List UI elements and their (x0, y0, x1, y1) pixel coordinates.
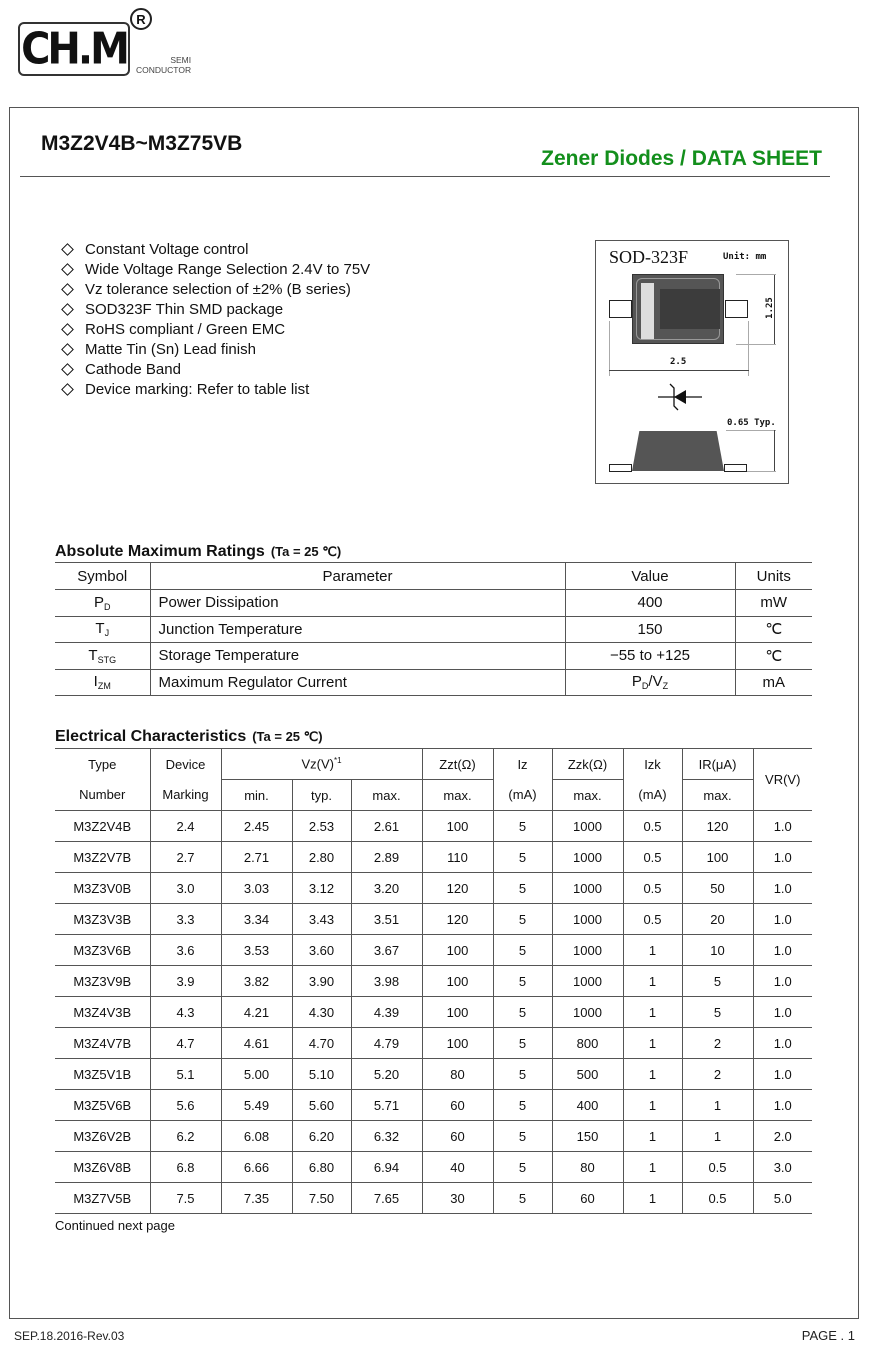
table-row (55, 1152, 812, 1183)
elec-table-body (55, 811, 812, 1214)
izk-cell: 1 (623, 1152, 682, 1183)
value-cell: 150 (565, 616, 735, 643)
ir-max-cell: 50 (682, 873, 753, 904)
device-marking-cell: 6.2 (150, 1121, 221, 1152)
parameter-cell: Junction Temperature (150, 616, 565, 643)
dim-ext-line (609, 321, 610, 376)
parameter-cell: Power Dissipation (150, 590, 565, 617)
vz-min-cell: 5.49 (221, 1090, 292, 1121)
type-number-cell: M3Z3V6B (55, 935, 150, 966)
table-row (55, 1183, 812, 1214)
feature-text: Constant Voltage control (85, 240, 249, 258)
vz-max-cell: 2.61 (351, 811, 422, 842)
device-marking-cell: 5.6 (150, 1090, 221, 1121)
col-header-iz: Iz (493, 749, 552, 780)
diamond-bullet-icon (61, 263, 74, 276)
izk-cell: 0.5 (623, 904, 682, 935)
symbol-main: I (93, 673, 98, 691)
zzt-max-cell: 100 (422, 997, 493, 1028)
symbol-sub: ZM (97, 681, 111, 692)
ir-max-cell: 2 (682, 1028, 753, 1059)
device-marking-cell: 3.0 (150, 873, 221, 904)
table-row (55, 966, 812, 997)
vr-cell: 1.0 (753, 966, 812, 997)
type-number-cell: M3Z5V6B (55, 1090, 150, 1121)
vz-min-cell: 3.82 (221, 966, 292, 997)
izk-cell: 1 (623, 1059, 682, 1090)
symbol-sub: D (104, 601, 111, 612)
device-marking-cell: 2.7 (150, 842, 221, 873)
iz-cell: 5 (493, 1183, 552, 1214)
dim-width-label: 2.5 (670, 357, 687, 367)
ir-max-cell: 1 (682, 1090, 753, 1121)
izk-cell: 0.5 (623, 873, 682, 904)
zzk-max-cell: 80 (552, 1152, 623, 1183)
table-row (55, 669, 812, 696)
ir-max-cell: 0.5 (682, 1183, 753, 1214)
type-number-cell: M3Z6V8B (55, 1152, 150, 1183)
vz-max-cell: 3.51 (351, 904, 422, 935)
vz-max-cell: 5.71 (351, 1090, 422, 1121)
col-header-symbol: Symbol (55, 563, 150, 590)
table-row (55, 873, 812, 904)
logo-subtitle-line1: SEMI (170, 55, 192, 65)
feature-text: RoHS compliant / Green EMC (85, 320, 286, 338)
elec-condition: (Ta = 25 ℃) (252, 729, 323, 744)
elec-table (55, 748, 812, 1214)
diamond-bullet-icon (61, 283, 74, 296)
units-cell: mW (735, 590, 812, 617)
ir-max-cell: 5 (682, 997, 753, 1028)
vz-typ-cell: 5.60 (292, 1090, 351, 1121)
vz-min-cell: 5.00 (221, 1059, 292, 1090)
device-marking-cell: 7.5 (150, 1183, 221, 1214)
units-cell: ℃ (735, 616, 812, 643)
col-subheader-max: max. (351, 780, 422, 811)
iz-cell: 5 (493, 935, 552, 966)
ir-max-cell: 120 (682, 811, 753, 842)
col-subheader-zzt-max: max. (422, 780, 493, 811)
ir-max-cell: 2 (682, 1059, 753, 1090)
continued-note: Continued next page (55, 1218, 175, 1233)
parameter-cell: Maximum Regulator Current (150, 669, 565, 696)
diamond-bullet-icon (61, 323, 74, 336)
izk-cell: 1 (623, 935, 682, 966)
iz-cell: 5 (493, 873, 552, 904)
lead-pad-right (725, 300, 748, 318)
zzk-max-cell: 400 (552, 1090, 623, 1121)
zzk-max-cell: 60 (552, 1183, 623, 1214)
col-subheader-zzk-max: max. (552, 780, 623, 811)
vr-cell: 1.0 (753, 1059, 812, 1090)
package-drawing (595, 240, 789, 484)
vz-min-cell: 3.53 (221, 935, 292, 966)
zzk-max-cell: 1000 (552, 966, 623, 997)
vz-min-cell: 6.66 (221, 1152, 292, 1183)
zzt-max-cell: 110 (422, 842, 493, 873)
feature-item (60, 359, 370, 379)
izk-cell: 1 (623, 966, 682, 997)
zzt-max-cell: 120 (422, 873, 493, 904)
marking-area (660, 289, 720, 329)
vz-typ-cell: 6.20 (292, 1121, 351, 1152)
feature-item (60, 319, 370, 339)
col-subheader-typ: typ. (292, 780, 351, 811)
vz-typ-cell: 2.53 (292, 811, 351, 842)
dim-line-thickness (774, 430, 775, 472)
symbol-cell (55, 643, 150, 670)
ir-max-cell: 0.5 (682, 1152, 753, 1183)
col-subheader-min: min. (221, 780, 292, 811)
dim-ext-line (746, 471, 776, 472)
vz-max-cell: 6.32 (351, 1121, 422, 1152)
device-marking-cell: 3.3 (150, 904, 221, 935)
dim-height-label: 1.25 (764, 297, 775, 319)
symbol-sub: STG (97, 654, 117, 665)
ir-max-cell: 10 (682, 935, 753, 966)
header-divider (20, 176, 830, 177)
vz-max-cell: 3.98 (351, 966, 422, 997)
value-cell (565, 669, 735, 696)
vr-cell: 5.0 (753, 1183, 812, 1214)
zzt-max-cell: 30 (422, 1183, 493, 1214)
feature-item (60, 239, 370, 259)
zzk-max-cell: 800 (552, 1028, 623, 1059)
units-cell: mA (735, 669, 812, 696)
vz-typ-cell: 3.60 (292, 935, 351, 966)
zzt-max-cell: 40 (422, 1152, 493, 1183)
vz-footnote: *1 (333, 756, 342, 766)
vz-max-cell: 3.20 (351, 873, 422, 904)
table-row (55, 997, 812, 1028)
izk-cell: 1 (623, 1028, 682, 1059)
type-number-cell: M3Z2V7B (55, 842, 150, 873)
lead-side-right (724, 464, 747, 472)
vr-cell: 1.0 (753, 997, 812, 1028)
table-header-row (55, 749, 812, 780)
vz-min-cell: 4.21 (221, 997, 292, 1028)
cathode-band (641, 283, 654, 339)
iz-cell: 5 (493, 842, 552, 873)
company-logo (18, 22, 130, 76)
col-header-parameter: Parameter (150, 563, 565, 590)
iz-cell: 5 (493, 1121, 552, 1152)
ir-max-cell: 1 (682, 1121, 753, 1152)
iz-cell: 5 (493, 1059, 552, 1090)
feature-item (60, 299, 370, 319)
dim-ext-line (748, 321, 749, 376)
vz-typ-cell: 6.80 (292, 1152, 351, 1183)
col-header-type: Type (55, 749, 150, 780)
lead-pad-left (609, 300, 632, 318)
col-header-ir: IR(μA) (682, 749, 753, 780)
table-row (55, 1059, 812, 1090)
features-list (60, 239, 370, 399)
table-row (55, 643, 812, 670)
izk-cell: 0.5 (623, 811, 682, 842)
col-header-zzt: Zzt(Ω) (422, 749, 493, 780)
ir-max-cell: 100 (682, 842, 753, 873)
table-header-row (55, 563, 812, 590)
feature-text: Wide Voltage Range Selection 2.4V to 75V (85, 260, 371, 278)
feature-item (60, 279, 370, 299)
device-marking-cell: 3.9 (150, 966, 221, 997)
zzk-max-cell: 1000 (552, 842, 623, 873)
vz-min-cell: 7.35 (221, 1183, 292, 1214)
abs-max-table (55, 562, 812, 696)
symbol-cell (55, 590, 150, 617)
iz-cell: 5 (493, 904, 552, 935)
vz-min-cell: 3.03 (221, 873, 292, 904)
vz-typ-cell: 2.80 (292, 842, 351, 873)
vz-min-cell: 2.45 (221, 811, 292, 842)
vz-max-cell: 4.79 (351, 1028, 422, 1059)
package-unit: Unit: mm (723, 252, 767, 262)
logo-brand-text: CH.M (21, 23, 127, 75)
table-row (55, 1121, 812, 1152)
vr-cell: 1.0 (753, 873, 812, 904)
abs-max-title (55, 543, 341, 561)
col-header-vz (221, 749, 422, 780)
vr-cell: 1.0 (753, 935, 812, 966)
izk-cell: 1 (623, 1183, 682, 1214)
table-row (55, 904, 812, 935)
parameter-cell: Storage Temperature (150, 643, 565, 670)
elec-title (55, 728, 323, 746)
abs-max-condition: (Ta = 25 ℃) (270, 544, 342, 559)
vz-typ-cell: 4.70 (292, 1028, 351, 1059)
dim-thickness-label: 0.65 Typ. (727, 418, 776, 428)
type-number-cell: M3Z3V0B (55, 873, 150, 904)
col-subheader-ir-max: max. (682, 780, 753, 811)
sheet-title: Zener Diodes / DATA SHEET (541, 147, 822, 170)
units-cell: ℃ (735, 643, 812, 670)
value-part: /V (648, 673, 663, 691)
table-row (55, 1028, 812, 1059)
feature-text: Device marking: Refer to table list (85, 380, 310, 398)
type-number-cell: M3Z5V1B (55, 1059, 150, 1090)
symbol-main: P (93, 593, 104, 611)
table-row (55, 811, 812, 842)
zzt-max-cell: 100 (422, 966, 493, 997)
device-marking-cell: 5.1 (150, 1059, 221, 1090)
diamond-bullet-icon (61, 343, 74, 356)
feature-item (60, 259, 370, 279)
package-body-side-view (632, 431, 724, 471)
iz-cell: 5 (493, 966, 552, 997)
col-subheader-number: Number (55, 780, 150, 811)
vr-cell: 1.0 (753, 811, 812, 842)
zzk-max-cell: 150 (552, 1121, 623, 1152)
vz-max-cell: 7.65 (351, 1183, 422, 1214)
col-header-value: Value (565, 563, 735, 590)
zzk-max-cell: 1000 (552, 935, 623, 966)
vz-typ-cell: 7.50 (292, 1183, 351, 1214)
diamond-bullet-icon (61, 363, 74, 376)
value-sub: D (641, 681, 649, 692)
vz-typ-cell: 3.43 (292, 904, 351, 935)
zzk-max-cell: 1000 (552, 811, 623, 842)
feature-item (60, 379, 370, 399)
logo-subtitle-line2: CONDUCTOR (136, 65, 192, 75)
vz-max-cell: 4.39 (351, 997, 422, 1028)
symbol-cell (55, 616, 150, 643)
feature-text: SOD323F Thin SMD package (85, 300, 284, 318)
type-number-cell: M3Z4V7B (55, 1028, 150, 1059)
vz-min-cell: 3.34 (221, 904, 292, 935)
value-cell: −55 to +125 (565, 643, 735, 670)
vz-min-cell: 4.61 (221, 1028, 292, 1059)
vz-max-cell: 3.67 (351, 935, 422, 966)
zzt-max-cell: 100 (422, 811, 493, 842)
lead-side-left (609, 464, 632, 472)
vr-cell: 2.0 (753, 1121, 812, 1152)
vz-typ-cell: 5.10 (292, 1059, 351, 1090)
zzt-max-cell: 60 (422, 1121, 493, 1152)
dim-line-width (609, 370, 749, 371)
type-number-cell: M3Z4V3B (55, 997, 150, 1028)
izk-cell: 0.5 (623, 842, 682, 873)
zzk-max-cell: 1000 (552, 873, 623, 904)
package-body-top-view (632, 274, 724, 344)
vz-min-cell: 2.71 (221, 842, 292, 873)
feature-text: Matte Tin (Sn) Lead finish (85, 340, 256, 358)
zzk-max-cell: 1000 (552, 904, 623, 935)
iz-cell: 5 (493, 997, 552, 1028)
device-marking-cell: 2.4 (150, 811, 221, 842)
iz-cell: 5 (493, 811, 552, 842)
table-row (55, 590, 812, 617)
feature-text: Cathode Band (85, 360, 181, 378)
logo-subtitle (136, 55, 191, 75)
type-number-cell: M3Z3V9B (55, 966, 150, 997)
vz-typ-cell: 4.30 (292, 997, 351, 1028)
feature-item (60, 339, 370, 359)
iz-cell: 5 (493, 1090, 552, 1121)
type-number-cell: M3Z6V2B (55, 1121, 150, 1152)
table-row (55, 616, 812, 643)
footer-revision: SEP.18.2016-Rev.03 (14, 1329, 125, 1343)
dim-ext-line (726, 430, 776, 431)
zzt-max-cell: 80 (422, 1059, 493, 1090)
vz-max-cell: 5.20 (351, 1059, 422, 1090)
table-row (55, 842, 812, 873)
izk-cell: 1 (623, 1090, 682, 1121)
product-title: M3Z2V4B~M3Z75VB (41, 132, 243, 155)
ir-max-cell: 5 (682, 966, 753, 997)
type-number-cell: M3Z2V4B (55, 811, 150, 842)
zzt-max-cell: 100 (422, 1028, 493, 1059)
diamond-bullet-icon (61, 383, 74, 396)
elec-title-text: Electrical Characteristics (55, 728, 247, 745)
diamond-bullet-icon (61, 303, 74, 316)
vr-cell: 3.0 (753, 1152, 812, 1183)
zzt-max-cell: 100 (422, 935, 493, 966)
col-subheader-iz-unit: (mA) (493, 780, 552, 811)
vz-max-cell: 6.94 (351, 1152, 422, 1183)
zzt-max-cell: 60 (422, 1090, 493, 1121)
abs-max-title-text: Absolute Maximum Ratings (55, 543, 265, 560)
zener-diode-symbol-icon (656, 381, 704, 413)
diamond-bullet-icon (61, 243, 74, 256)
iz-cell: 5 (493, 1028, 552, 1059)
col-subheader-izk-unit: (mA) (623, 780, 682, 811)
col-header-izk: Izk (623, 749, 682, 780)
vz-max-cell: 2.89 (351, 842, 422, 873)
zzt-max-cell: 120 (422, 904, 493, 935)
table-row (55, 1090, 812, 1121)
vr-cell: 1.0 (753, 842, 812, 873)
vz-label: Vz(V) (301, 756, 334, 772)
value-part: P (631, 673, 642, 691)
device-marking-cell: 4.3 (150, 997, 221, 1028)
vz-min-cell: 6.08 (221, 1121, 292, 1152)
footer-page-number: PAGE . 1 (801, 1328, 855, 1343)
ir-max-cell: 20 (682, 904, 753, 935)
symbol-sub: J (104, 628, 110, 639)
dim-ext-line (736, 274, 776, 275)
value-sub: Z (662, 681, 669, 692)
device-marking-cell: 6.8 (150, 1152, 221, 1183)
device-marking-cell: 4.7 (150, 1028, 221, 1059)
type-number-cell: M3Z3V3B (55, 904, 150, 935)
col-subheader-marking: Marking (150, 780, 221, 811)
col-header-units: Units (735, 563, 812, 590)
value-cell: 400 (565, 590, 735, 617)
type-number-cell: M3Z7V5B (55, 1183, 150, 1214)
zzk-max-cell: 1000 (552, 997, 623, 1028)
table-subheader-row (55, 780, 812, 811)
table-row (55, 935, 812, 966)
device-marking-cell: 3.6 (150, 935, 221, 966)
vz-typ-cell: 3.90 (292, 966, 351, 997)
col-header-device: Device (150, 749, 221, 780)
feature-text: Vz tolerance selection of ±2% (B series) (85, 280, 351, 298)
col-header-zzk: Zzk(Ω) (552, 749, 623, 780)
izk-cell: 1 (623, 997, 682, 1028)
registered-trademark-icon: R (130, 8, 152, 30)
vz-typ-cell: 3.12 (292, 873, 351, 904)
symbol-cell (55, 669, 150, 696)
dim-ext-line (736, 344, 776, 345)
symbol-main: T (88, 646, 98, 664)
vr-cell: 1.0 (753, 1028, 812, 1059)
vr-cell: 1.0 (753, 1090, 812, 1121)
zzk-max-cell: 500 (552, 1059, 623, 1090)
vr-cell: 1.0 (753, 904, 812, 935)
col-header-vr: VR(V) (753, 749, 812, 811)
izk-cell: 1 (623, 1121, 682, 1152)
iz-cell: 5 (493, 1152, 552, 1183)
symbol-main: T (95, 620, 105, 638)
package-name: SOD-323F (609, 247, 689, 267)
